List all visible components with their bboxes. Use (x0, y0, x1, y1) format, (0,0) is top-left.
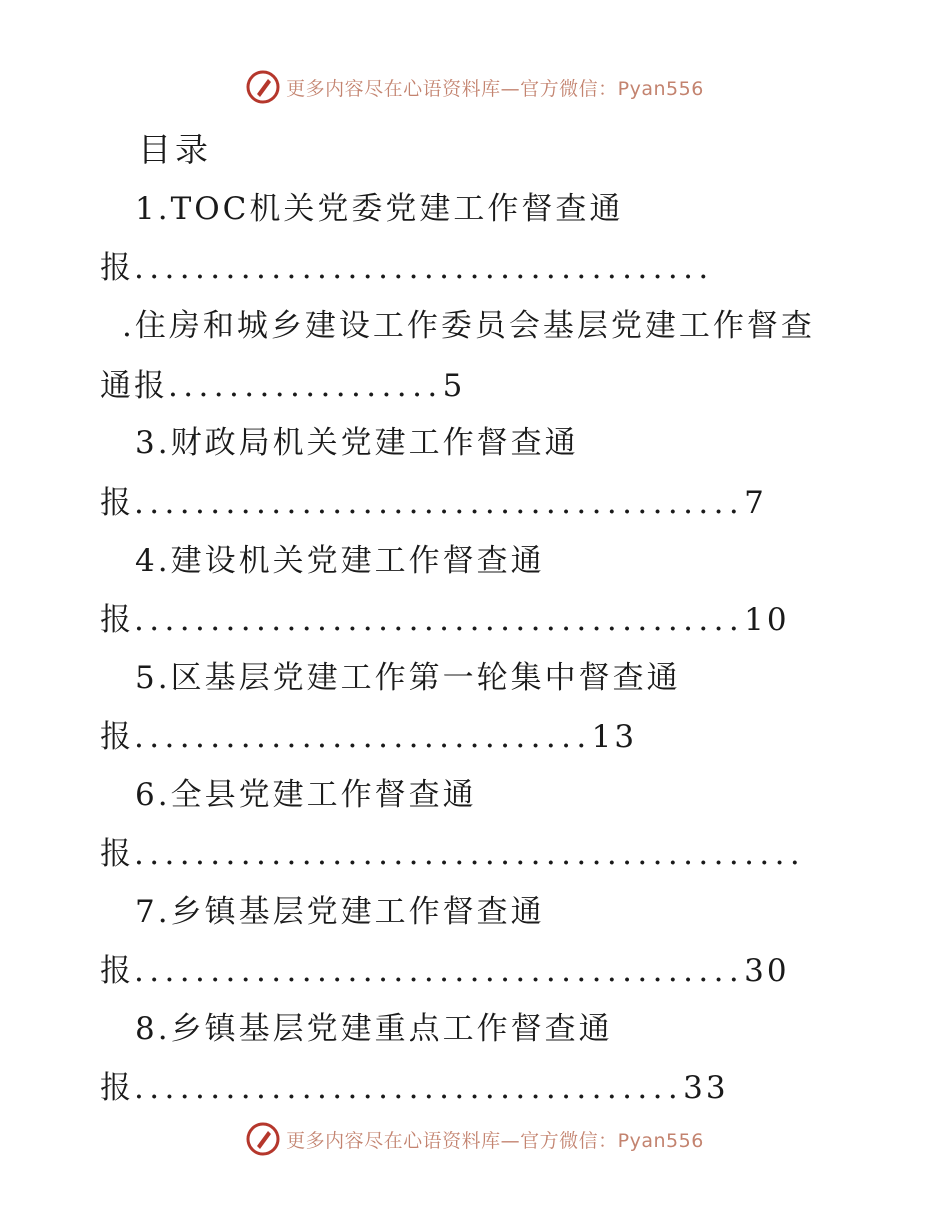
toc-dot-leader: ...................................... (134, 250, 714, 286)
toc-entry-tail: 报 (100, 836, 134, 872)
toc-entry-tail: 报 (100, 1070, 134, 1106)
toc-dot-leader: ........................................ (134, 485, 745, 521)
watermark-text: 更多内容尽在心语资料库—官方微信：Pyan556 (286, 77, 704, 100)
toc-entry-tail: 报 (100, 250, 134, 286)
watermark-text: 更多内容尽在心语资料库—官方微信：Pyan556 (286, 1129, 704, 1152)
pen-logo-icon (246, 1122, 280, 1156)
toc-entry-tail: 报 (100, 602, 134, 638)
toc-entry-1-heading: 1.TOC机关党委党建工作督查通 (135, 191, 624, 227)
toc-entry-8-leader (100, 1062, 729, 1107)
toc-entry-2-leader (100, 360, 465, 405)
toc-entry-tail: 报 (100, 719, 134, 755)
toc-entry-6-leader (100, 828, 805, 873)
toc-page-number: 33 (683, 1070, 729, 1106)
toc-entry-2-heading: .住房和城乡建设工作委员会基层党建工作督查 (122, 308, 815, 344)
toc-page-number: 7 (744, 485, 767, 521)
toc-page-number: 30 (744, 953, 790, 989)
toc-entry-8-heading: 8.乡镇基层党建重点工作督查通 (135, 1011, 613, 1047)
toc-entry-3-heading: 3.财政局机关党建工作督查通 (135, 425, 579, 461)
toc-dot-leader: .............................. (134, 719, 592, 755)
toc-page-number: 10 (744, 602, 790, 638)
toc-page-number: 13 (591, 719, 638, 755)
toc-dot-leader: ............................................ (134, 836, 806, 872)
toc-title: 目录 (138, 130, 212, 169)
watermark-footer (0, 1122, 950, 1156)
toc-dot-leader: .................................... (134, 1070, 684, 1106)
toc-dot-leader: ........................................ (134, 953, 745, 989)
toc-entry-5-leader (100, 711, 637, 756)
toc-entry-5-heading: 5.区基层党建工作第一轮集中督查通 (135, 660, 681, 696)
toc-entry-tail: 报 (100, 953, 134, 989)
toc-entry-tail: 通报 (100, 368, 168, 404)
toc-entry-tail: 报 (100, 485, 134, 521)
toc-entry-6-heading: 6.全县党建工作督查通 (135, 777, 477, 813)
toc-entry-7-leader (100, 945, 790, 990)
toc-page-number: 5 (442, 368, 466, 404)
toc-entry-4-heading: 4.建设机关党建工作督查通 (135, 543, 545, 579)
toc-entry-3-leader (100, 477, 767, 522)
toc-dot-leader: ........................................ (134, 602, 745, 638)
toc-entry-1-leader (100, 242, 714, 287)
pen-logo-icon (246, 70, 280, 104)
toc-entry-4-leader (100, 594, 790, 639)
watermark-header (0, 70, 950, 104)
toc-dot-leader: .................. (168, 368, 443, 404)
toc-entry-7-heading: 7.乡镇基层党建工作督查通 (135, 894, 545, 930)
